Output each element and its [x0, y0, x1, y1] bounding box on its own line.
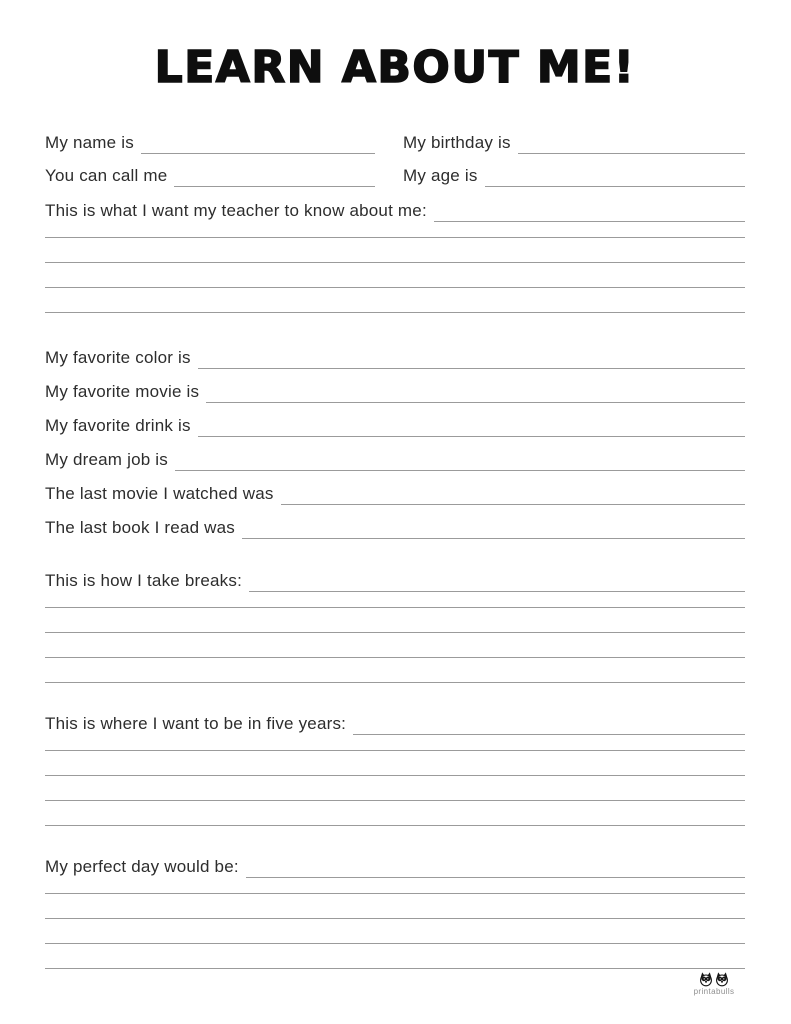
- five-years-input-line[interactable]: [353, 734, 745, 735]
- favorites-section: [45, 335, 745, 539]
- favorite-movie-label: My favorite movie is: [45, 382, 200, 402]
- teacher-note-label: This is what I want my teacher to know about me:: [45, 201, 427, 221]
- writing-line[interactable]: [45, 776, 745, 801]
- writing-line[interactable]: [45, 288, 745, 313]
- writing-line[interactable]: [45, 238, 745, 263]
- field-breaks: [45, 558, 745, 592]
- favorite-drink-label: My favorite drink is: [45, 416, 191, 436]
- page-title: LEARN ABOUT ME!: [154, 42, 636, 93]
- name-label: My name is: [45, 133, 134, 153]
- last-book-label: The last book I read was: [45, 518, 236, 538]
- breaks-label: This is how I take breaks:: [45, 571, 242, 591]
- writing-line[interactable]: [45, 751, 745, 776]
- five-years-label: This is where I want to be in five years:: [45, 714, 347, 734]
- field-last-book: [45, 505, 745, 539]
- brand-logo: [685, 972, 743, 997]
- favorite-movie-input-line[interactable]: [206, 402, 745, 403]
- favorite-drink-input-line[interactable]: [198, 436, 745, 437]
- breaks-writing-lines: [45, 592, 745, 683]
- writing-line[interactable]: [45, 592, 745, 608]
- field-favorite-movie: [45, 369, 745, 403]
- writing-line[interactable]: [45, 878, 745, 894]
- last-movie-input-line[interactable]: [281, 504, 745, 505]
- favorite-color-label: My favorite color is: [45, 348, 191, 368]
- perfect-day-writing-lines: [45, 878, 745, 969]
- dream-job-input-line[interactable]: [175, 470, 745, 471]
- writing-line[interactable]: [45, 658, 745, 683]
- two-bulldogs-icon: [699, 972, 729, 987]
- field-favorite-color: [45, 335, 745, 369]
- writing-line[interactable]: [45, 735, 745, 751]
- favorite-color-input-line[interactable]: [198, 368, 745, 369]
- brand-name: printabulls: [693, 986, 735, 996]
- birthday-label: My birthday is: [403, 133, 511, 153]
- teacher-note-writing-lines: [45, 222, 745, 313]
- field-teacher-note: [45, 200, 745, 222]
- breaks-input-line[interactable]: [249, 591, 745, 592]
- writing-line[interactable]: [45, 919, 745, 944]
- writing-line[interactable]: [45, 894, 745, 919]
- footer: [45, 972, 745, 997]
- writing-line[interactable]: [45, 944, 745, 969]
- call-me-label: You can call me: [45, 166, 168, 186]
- last-movie-label: The last movie I watched was: [45, 484, 274, 504]
- field-birthday: [403, 121, 745, 154]
- field-last-movie: [45, 471, 745, 505]
- field-perfect-day: [45, 844, 745, 878]
- field-dream-job: [45, 437, 745, 471]
- writing-line[interactable]: [45, 608, 745, 633]
- field-call-me: [45, 154, 375, 187]
- perfect-day-label: My perfect day would be:: [45, 857, 239, 877]
- field-name: [45, 121, 375, 154]
- last-book-input-line[interactable]: [242, 538, 745, 539]
- five-years-writing-lines: [45, 735, 745, 826]
- writing-line[interactable]: [45, 263, 745, 288]
- field-age: [403, 154, 745, 187]
- dream-job-label: My dream job is: [45, 450, 168, 470]
- writing-line[interactable]: [45, 222, 745, 238]
- age-label: My age is: [403, 166, 478, 186]
- top-fields-grid: [45, 121, 745, 187]
- age-input-line[interactable]: [485, 186, 745, 187]
- perfect-day-input-line[interactable]: [246, 877, 745, 878]
- field-favorite-drink: [45, 403, 745, 437]
- teacher-note-input-line[interactable]: [434, 221, 745, 222]
- field-five-years: [45, 701, 745, 735]
- writing-line[interactable]: [45, 633, 745, 658]
- writing-line[interactable]: [45, 801, 745, 826]
- call-me-input-line[interactable]: [174, 186, 375, 187]
